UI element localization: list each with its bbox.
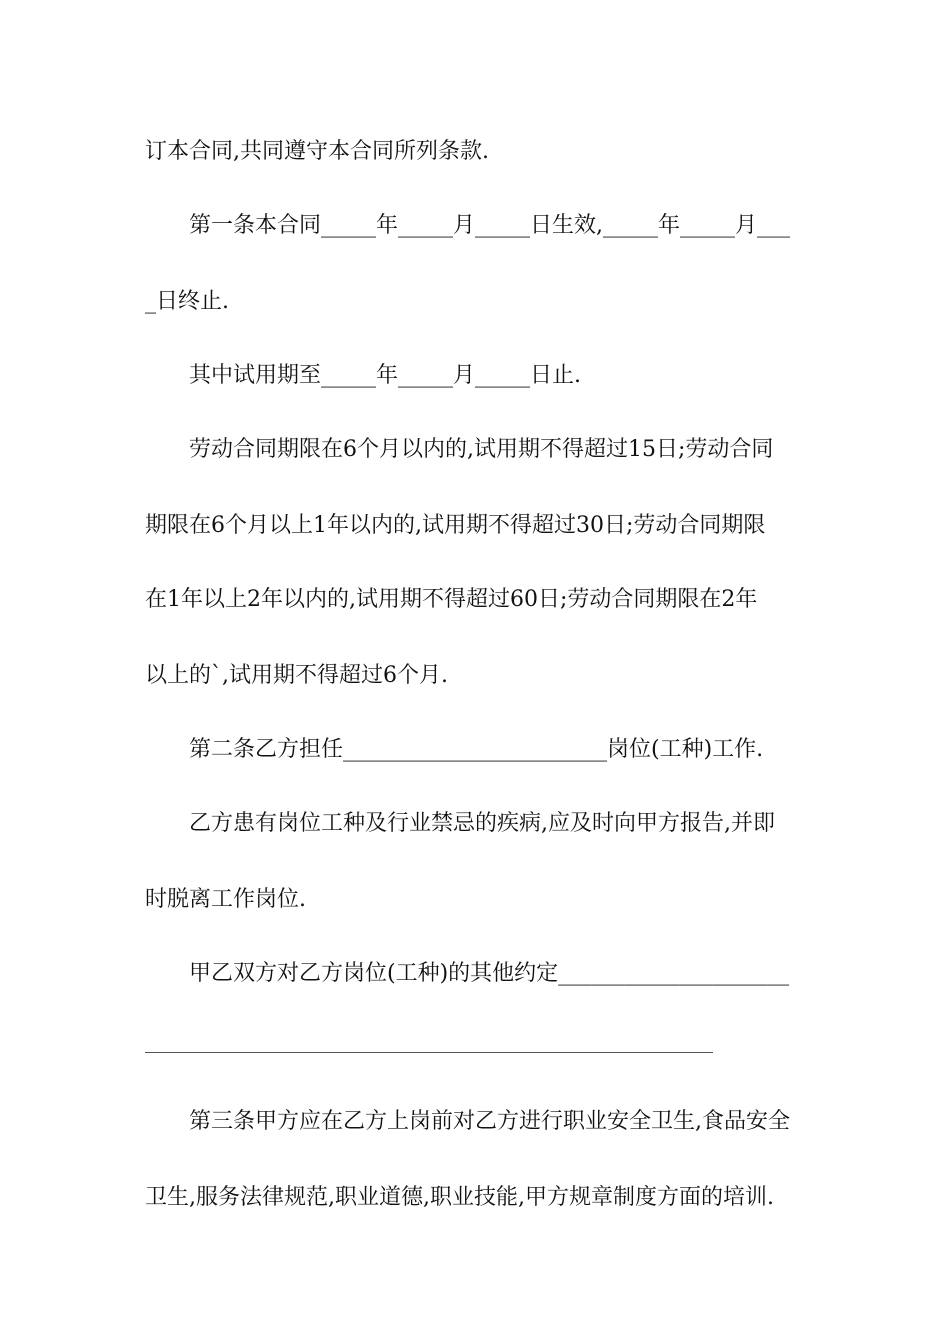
probation-end-date: 其中试用期至_____年_____月_____日止.	[189, 363, 581, 388]
probation-rule-line-4: 以上的`,试用期不得超过6个月.	[145, 663, 448, 688]
text-line-1: 订本合同,共同遵守本合同所列条款.	[145, 139, 489, 164]
probation-rule-line-2: 期限在6个月以上1年以内的,试用期不得超过30日;劳动合同期限	[145, 513, 766, 538]
text-line-3: _日终止.	[145, 289, 229, 314]
other-agreement-line: 甲乙双方对乙方岗位(工种)的其他约定_____________________	[189, 961, 790, 986]
disease-report-line-2: 时脱离工作岗位.	[145, 887, 306, 912]
article-3-training-line-2: 卫生,服务法律规范,职业道德,职业技能,甲方规章制度方面的培训.	[145, 1185, 774, 1210]
probation-rule-line-1: 劳动合同期限在6个月以内的,试用期不得超过15日;劳动合同	[189, 437, 774, 462]
probation-rule-line-3: 在1年以上2年以内的,试用期不得超过60日;劳动合同期限在2年	[145, 587, 758, 612]
article-2-position: 第二条乙方担任________________________岗位(工种)工作.	[189, 737, 764, 762]
blank-fill-line	[145, 1052, 713, 1053]
article-3-training-line-1: 第三条甲方应在乙方上岗前对乙方进行职业安全卫生,食品安全	[189, 1109, 790, 1134]
disease-report-line-1: 乙方患有岗位工种及行业禁忌的疾病,应及时向甲方报告,并即	[189, 811, 775, 836]
article-1-effective-date: 第一条本合同_____年_____月_____日生效,_____年_____月___	[189, 213, 790, 238]
